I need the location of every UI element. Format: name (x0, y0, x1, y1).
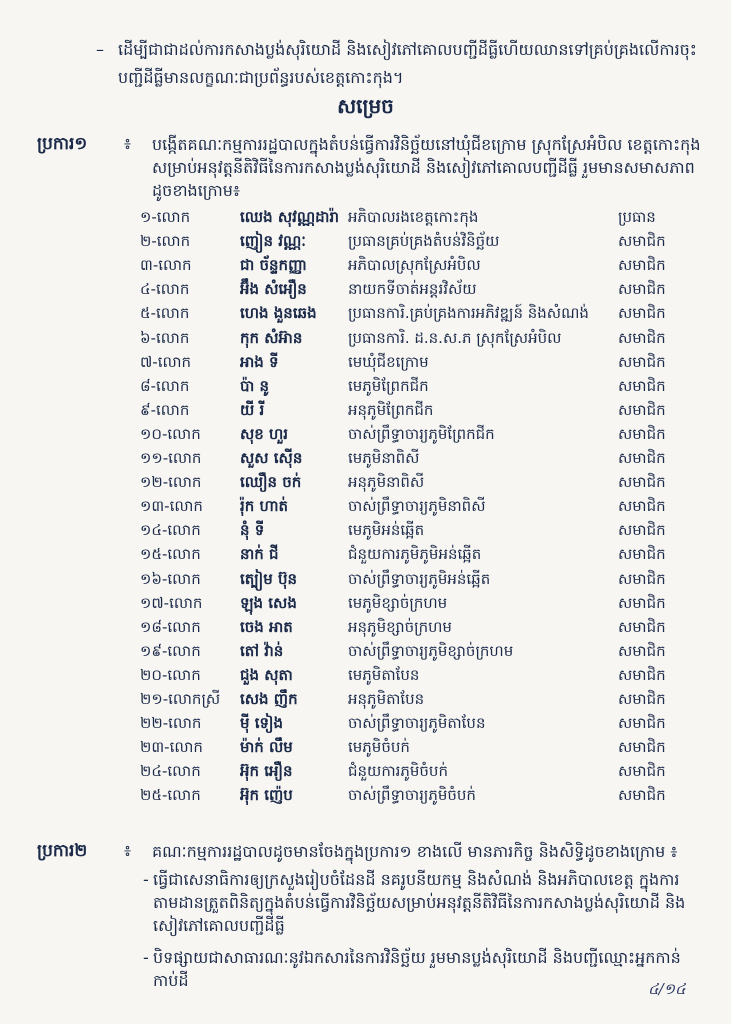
member-role: សមាជិក (618, 280, 666, 299)
member-name: ម៉ី ទៀង (240, 714, 284, 733)
member-role: សមាជិក (618, 665, 666, 684)
intro-dash: – (96, 40, 104, 59)
member-number: ១៧-លោក (140, 593, 203, 612)
member-position: ចាស់ព្រឹទ្ធាចារ្យភូមិព្រែកជីក (348, 424, 495, 443)
member-name: អាង ទី (240, 352, 279, 371)
member-role: សមាជិក (618, 424, 666, 443)
member-position: មេភូមិព្រែកជីក (348, 376, 429, 395)
member-row (0, 712, 731, 734)
member-number: ១-លោក (140, 208, 191, 226)
member-number: ៣-លោក (140, 256, 192, 275)
member-role: ប្រធាន (618, 208, 656, 226)
member-role: សមាជិក (618, 690, 666, 708)
member-name: ប៉ា នូ (240, 376, 270, 395)
member-number: ២២-លោក (140, 714, 202, 733)
member-role: សមាជិក (618, 786, 666, 805)
intro-paragraph (96, 36, 708, 92)
member-number: ៧-លោក (140, 352, 192, 371)
member-position: ចាស់ព្រឹទ្ធាចារ្យភូមិអន់ឆ្អើត (348, 569, 491, 588)
member-row (0, 302, 731, 324)
member-number: ១៦-លោក (140, 569, 201, 588)
article-2-text: គណៈកម្មការរដ្ឋបាលដូចមានចែងក្នុងប្រការ១ ខាងលើ មានភារកិច្ច និងសិទ្ធិដូចខាងក្រោម ៖ (152, 842, 678, 861)
member-name: កុក សំអ៊ាន (240, 328, 303, 347)
article-2-label: ប្រការ២ (37, 841, 88, 861)
member-role: សមាជិក (618, 738, 666, 757)
article-1-label: ប្រការ១ (37, 134, 88, 154)
member-position: មេភូមិអន់ឆ្អើត (348, 521, 425, 540)
member-position: មេភូមិតាបែន (348, 665, 420, 684)
member-role: សមាជិក (618, 762, 666, 781)
page-number-text: ៤/១៤ (648, 980, 686, 998)
member-number: ២-លោក (140, 232, 191, 251)
member-role: សមាជិក (618, 328, 666, 347)
member-position: អនុភូមិព្រែកជីក (348, 400, 434, 419)
member-row (0, 230, 731, 252)
member-name: ចេង អាត (240, 617, 293, 636)
member-role: សមាជិក (618, 449, 666, 467)
member-name: នុំ ទី (240, 521, 265, 540)
member-number: ១៩-លោក (140, 641, 201, 660)
member-position: អនុភូមិតាបែន (348, 690, 425, 708)
member-number: ១០-លោក (140, 424, 201, 443)
intro-text: ដើម្បីជាជាដល់ការកសាងប្លង់សុរិយោដី និងសៀវភៅគោលបញ្ជីដីធ្លីហើយឈានទៅគ្រប់គ្រងលើការចុះបញ្ជីដីធ្លីមានលក្ខណៈជាប្រព័ន្ធរបស់ខេត្តកោះកុង។ (118, 40, 697, 87)
member-name: ត្បៀម ប៊ុន (240, 569, 298, 588)
member-number: ១៥-លោក (140, 545, 201, 564)
member-number: ៩-លោក (140, 400, 190, 419)
member-role: សមាជិក (618, 545, 666, 564)
member-number: ២៤-លោក (140, 762, 201, 781)
bullet-text: ធ្វើជាសេនាធិការឲ្យក្រសួងរៀបចំដែនដី នគរូបនីយកម្ម និងសំណង់ និងអភិបាលខេត្ត ក្នុងការតាមដានត្រួតពិនិត្យក្នុងតំបន់ធ្វើការវិនិច្ឆ័យសម្រាប់អនុវត្តនីតិវិធីនៃការកសាងប្លង់សុរិយោដី និងសៀវភៅគោលបញ្ជីដីធ្លី (153, 870, 686, 935)
member-row (0, 447, 731, 469)
member-row (0, 664, 731, 686)
member-name: ជា ច័ន្ទកញ្ញា (240, 256, 307, 275)
member-row (0, 471, 731, 493)
member-row (0, 760, 731, 782)
member-name: អ៊ឹង សំអឿន (240, 280, 307, 299)
member-position: អនុភូមិខ្សាច់ក្រហម (348, 617, 452, 636)
article-2-bullet-1 (143, 868, 708, 937)
member-position: ប្រធានការិ.គ្រប់គ្រងការអភិវឌ្ឍន៍ និងសំណង់ (348, 304, 589, 323)
member-number: ៦-លោក (140, 328, 190, 347)
member-number: ៥-លោក (140, 304, 190, 323)
member-number: ២៣-លោក (140, 738, 203, 757)
member-row (0, 592, 731, 614)
member-number: ១៨-លោក (140, 617, 201, 636)
member-row (0, 568, 731, 590)
member-row (0, 375, 731, 397)
member-role: សមាជិក (618, 617, 666, 636)
member-name: រ៉ុក ហាត់ (240, 497, 289, 516)
member-position: ចាស់ព្រឹទ្ធាចារ្យភូមិនាពិសី (348, 497, 486, 516)
member-name: នាក់ ជី (240, 545, 279, 564)
member-number: ១២-លោក (140, 473, 202, 492)
bullet-dash: - (143, 948, 149, 967)
member-name: ឡុង សេង (240, 593, 297, 612)
member-number: ២០-លោក (140, 665, 201, 684)
member-position: ចាស់ព្រឹទ្ធាចារ្យភូមិចំបក់ (348, 786, 476, 805)
member-role: សមាជិក (618, 714, 666, 733)
member-name: ឈឿន ចក់ (240, 473, 302, 492)
member-position: មេភូមិខ្សាច់ក្រហម (348, 593, 448, 612)
member-name: ឈេង សុវណ្ណដារ៉ា (240, 208, 339, 226)
member-role: សមាជិក (618, 569, 666, 588)
member-row (0, 423, 731, 445)
page-number (648, 980, 686, 1002)
member-position: អភិបាលរងខេត្តកោះកុង (348, 208, 479, 226)
member-name: សួស ស៊ើន (240, 449, 303, 467)
member-name: ញៀន វណ្ណៈ (240, 232, 306, 251)
member-position: នាយកទីចាត់អន្តរវិស័យ (348, 280, 477, 299)
member-row (0, 278, 731, 300)
article-1-text: បង្កើតគណៈកម្មការរដ្ឋបាលក្នុងតំបន់ធ្វើការវិនិច្ឆ័យនៅឃុំជីខក្រោម ស្រុកស្រែអំបិល ខេត្តកោះកុង សម្រាប់អនុវត្តនីតិវិធីនៃការកសាងប្លង់សុរិយោដី និងសៀវភៅគោលបញ្ជីដីធ្លី រួមមានសមាសភាពដូចខាងក្រោម៖ (152, 135, 701, 200)
member-row (0, 519, 731, 541)
member-number: ១១-លោក (140, 449, 202, 467)
member-row (0, 254, 731, 276)
member-role: សមាជិក (618, 641, 666, 660)
member-number: ១៤-លោក (140, 521, 201, 540)
member-name: សុខ ហួរ (240, 424, 289, 443)
member-role: សមាជិក (618, 497, 666, 516)
decision-heading: សម្រេច (337, 94, 394, 118)
member-role: សមាជិក (618, 593, 666, 612)
member-position: ប្រធានគ្រប់គ្រងតំបន់វិនិច្ឆ័យ (348, 232, 500, 251)
member-role: សមាជិក (618, 232, 666, 251)
member-name: អ៊ុក ញ៉េប (240, 786, 293, 805)
member-row (0, 616, 731, 638)
article-1-colon: ៖ (124, 134, 132, 153)
bullet-text: បិទផ្សាយជាសាធារណៈនូវឯកសារនៃការវិនិច្ឆ័យ រួមមានប្លង់សុរិយោដី និងបញ្ជីឈ្មោះអ្នកកាន់កាប់ដី (153, 948, 681, 990)
member-row (0, 351, 731, 373)
member-position: មេភូមិចំបក់ (348, 738, 410, 757)
member-number: ២១-លោកស្រី (140, 690, 221, 708)
article-2-colon: ៖ (124, 841, 132, 860)
member-row (0, 206, 731, 228)
member-position: ប្រធានការិ. ដ.ន.ស.ភ ស្រុកស្រែអំបិល (348, 328, 562, 347)
member-row (0, 543, 731, 565)
member-role: សមាជិក (618, 376, 666, 395)
member-number: ៤-លោក (140, 280, 190, 299)
article-2-bullet-2 (143, 946, 708, 992)
member-name: អ៊ុក អឿន (240, 762, 293, 781)
member-name: តៅ វ៉ាន់ (240, 641, 284, 660)
member-name: ជួង សុតា (240, 665, 293, 684)
member-position: អនុភូមិនាពិសី (348, 473, 425, 492)
member-role: សមាជិក (618, 256, 666, 275)
member-position: ជំនួយការភូមិចំបក់ (348, 762, 448, 781)
member-name: ម៉ាក់ លឹម (240, 738, 293, 757)
member-name: យី រី (240, 400, 265, 419)
member-role: សមាជិក (618, 400, 666, 419)
member-row (0, 688, 731, 710)
member-position: ចាស់ព្រឹទ្ធាចារ្យភូមិតាបែន (348, 714, 486, 733)
member-row (0, 784, 731, 806)
member-position: មេឃុំជីខក្រោម (348, 352, 429, 371)
member-name: សេង ញឹក (240, 690, 298, 708)
member-role: សមាជិក (618, 304, 666, 323)
member-row (0, 736, 731, 758)
member-name: ហេង ងួនឆេង (240, 304, 317, 323)
member-row (0, 640, 731, 662)
bullet-dash: - (143, 870, 149, 889)
member-position: មេភូមិនាពិសី (348, 449, 420, 467)
member-row (0, 327, 731, 349)
member-number: ៨-លោក (140, 376, 190, 395)
member-number: ១៣-លោក (140, 497, 203, 516)
member-number: ២៥-លោក (140, 786, 201, 805)
member-position: អភិបាលស្រុកស្រែអំបិល (348, 256, 481, 275)
member-role: សមាជិក (618, 352, 666, 371)
member-role: សមាជិក (618, 521, 666, 540)
member-row (0, 495, 731, 517)
member-position: ចាស់ព្រឹទ្ធាចារ្យភូមិខ្សាច់ក្រហម (348, 641, 514, 660)
member-role: សមាជិក (618, 473, 666, 492)
member-row (0, 399, 731, 421)
member-position: ជំនួយការភូមិភូមិអន់ឆ្អើត (348, 545, 482, 564)
